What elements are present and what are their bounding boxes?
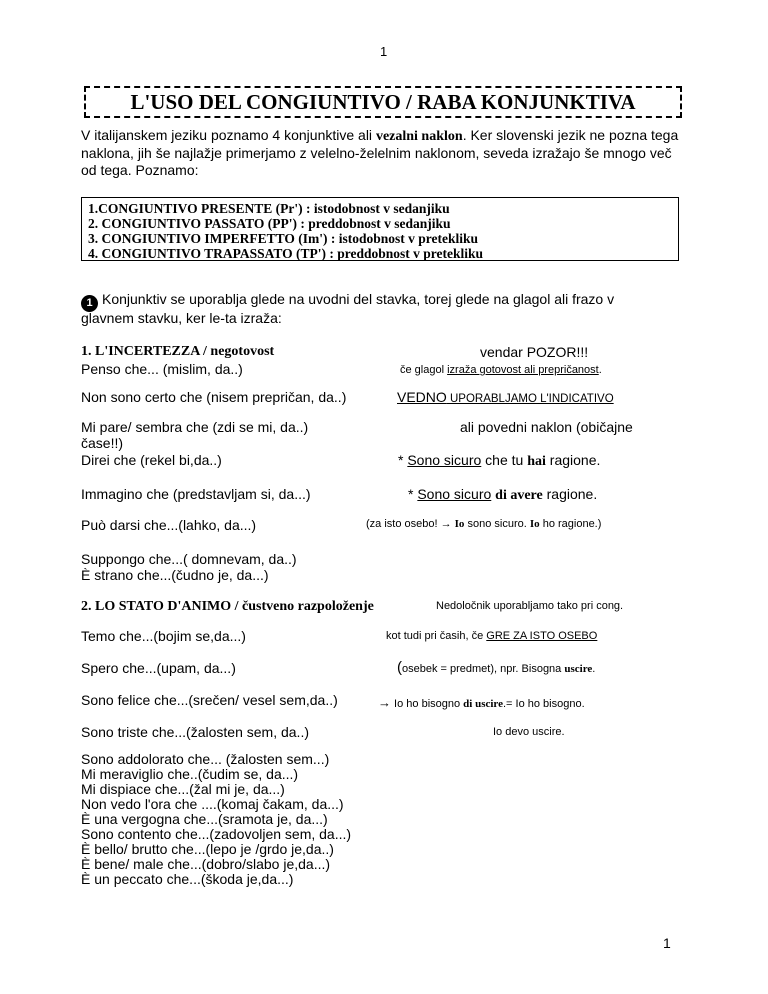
form-item: 4. CONGIUNTIVO TRAPASSATO (TP') : preddobnost v pretekliku — [88, 246, 484, 261]
emotion-list — [81, 752, 351, 887]
intro-text-2: . Ker slovenski jezik ne pozna tega naklona, jih še najlažje primerjamo z velelno-želelnim naklonom, seveda izražajo še mnogo več od tega. Poznamo: — [81, 127, 679, 178]
intro-text-1: V italijanskem jeziku poznamo 4 konjunktive ali — [81, 127, 376, 143]
note-osebek-end: . — [592, 663, 596, 675]
note-kot — [386, 630, 597, 642]
item-mi-pare: Mi pare/ sembra che (zdi se mi, da..) — [81, 419, 309, 435]
note-example-2 — [408, 486, 597, 504]
note-pozor: vendar POZOR!!! — [480, 344, 589, 360]
ex3-bold-2: Io — [529, 518, 540, 530]
note-vedno-rest: UPORABLJAMO L'INDICATIVO — [446, 393, 614, 405]
ex3-mid: sono sicuro. — [464, 518, 530, 530]
list-item: È un peccato che...(škoda je,da...) — [81, 871, 294, 887]
ex3-start: (za isto osebo! — [366, 518, 441, 530]
arrow-right-icon: → — [378, 695, 391, 710]
note-vedno-word: VEDNO — [397, 389, 447, 405]
list-item: È bello/ brutto che...(lepo je /grdo je,da..) — [81, 841, 334, 857]
form-item: 3. CONGIUNTIVO IMPERFETTO (Im') : istodobnost v pretekliku — [88, 231, 479, 246]
note-io-end: .= Io ho bisogno. — [503, 698, 585, 710]
note-glagol-prefix: če glagol — [400, 364, 448, 376]
item-spero: Spero che...(upam, da...) — [81, 660, 236, 676]
ex1-underline: Sono sicuro — [407, 452, 482, 468]
usage-text-1: Konjunktiv se uporablja glede na uvodni del stavka, torej glede na glagol ali frazo v — [102, 291, 615, 307]
usage-line-1 — [81, 291, 614, 312]
note-osebek — [397, 659, 595, 676]
list-item: Mi dispiace che...(žal mi je, da...) — [81, 781, 285, 797]
note-example-1 — [398, 452, 600, 470]
form-item: 2. CONGIUNTIVO PASSATO (PP') : preddobnost v sedanjiku — [88, 216, 451, 231]
note-io-bisogno — [378, 695, 585, 710]
title-box — [84, 86, 682, 118]
section-2-heading: 2. LO STATO D'ANIMO / čustveno razpoloženje — [81, 599, 374, 614]
note-io-a: Io ho bisogno — [391, 698, 464, 710]
ex1-end: ragione. — [545, 452, 601, 468]
bullet-number-icon: 1 — [81, 295, 98, 312]
item-immagino: Immagino che (predstavljam si, da...) — [81, 486, 311, 502]
note-povedni: ali povedni naklon (običajne — [460, 419, 633, 435]
arrow-right-icon: → — [440, 518, 452, 530]
ex1-bold: hai — [527, 454, 546, 469]
item-penso: Penso che... (mislim, da..) — [81, 361, 243, 377]
note-devo: Io devo uscire. — [493, 726, 565, 738]
page-title: L'USO DEL CONGIUNTIVO / RABA KONJUNKTIVA — [130, 90, 636, 114]
item-direi: Direi che (rekel bi,da..) — [81, 452, 222, 468]
ex3-end: ho ragione.) — [539, 518, 602, 530]
section-1-heading: 1. L'INCERTEZZA / negotovost — [81, 344, 275, 359]
ex2-star: * — [408, 486, 418, 502]
item-puo: Può darsi che...(lahko, da...) — [81, 517, 257, 533]
note-kot-prefix: kot tudi pri časih, če — [386, 630, 487, 642]
ex1-mid: che tu — [481, 452, 528, 468]
form-item: 1.CONGIUNTIVO PRESENTE (Pr') : istodobnost v sedanjiku — [88, 201, 450, 216]
note-osebek-paren: ( — [397, 659, 402, 676]
list-item: È bene/ male che...(dobro/slabo je,da...) — [81, 856, 331, 872]
item-mi-pare-cont: čase!!) — [81, 435, 124, 451]
list-item: Non vedo l'ora che ....(komaj čakam, da...) — [81, 796, 344, 812]
item-temo: Temo che...(bojim se,da...) — [81, 628, 246, 644]
intro-bold-term: vezalni naklon — [375, 129, 463, 144]
page-number-top: 1 — [380, 44, 388, 59]
usage-line-2: glavnem stavku, ker le-ta izraža: — [81, 310, 282, 326]
list-item: Sono contento che...(zadovoljen sem, da...) — [81, 826, 352, 842]
list-item: Mi meraviglio che..(čudim se, da...) — [81, 766, 299, 782]
note-io-bold: di uscire — [463, 698, 503, 710]
note-osebek-bold: uscire — [564, 663, 593, 675]
forms-box — [81, 197, 679, 261]
item-triste: Sono triste che...(žalosten sem, da..) — [81, 724, 309, 740]
ex2-underline: Sono sicuro — [417, 486, 492, 502]
note-glagol — [400, 364, 602, 376]
note-nedolocnik: Nedoločnik uporabljamo tako pri cong. — [436, 600, 624, 612]
ex2-end: ragione. — [542, 486, 598, 502]
ex2-bold: di avere — [495, 488, 543, 503]
intro-paragraph — [81, 127, 681, 179]
note-glagol-suffix: . — [598, 364, 602, 376]
note-osebek-rest: osebek = predmet), npr. Bisogna — [402, 663, 565, 675]
note-kot-underline: GRE ZA ISTO OSEBO — [486, 630, 598, 642]
ex3-bold-1: Io — [454, 518, 465, 530]
item-strano: È strano che...(čudno je, da...) — [81, 567, 269, 583]
item-felice: Sono felice che...(srečen/ vesel sem,da..) — [81, 692, 338, 708]
note-example-3 — [366, 518, 601, 530]
note-glagol-underline: izraža gotovost ali prepričanost — [447, 364, 599, 376]
list-item: Sono addolorato che... (žalosten sem...) — [81, 751, 330, 767]
note-vedno — [397, 389, 614, 405]
ex1-star: * — [398, 452, 408, 468]
list-item: È una vergogna che...(sramota je, da...) — [81, 811, 328, 827]
item-non-sono: Non sono certo che (nisem prepričan, da..) — [81, 389, 347, 405]
page-number-bottom: 1 — [663, 935, 671, 951]
item-suppongo: Suppongo che...( domnevam, da..) — [81, 551, 297, 567]
